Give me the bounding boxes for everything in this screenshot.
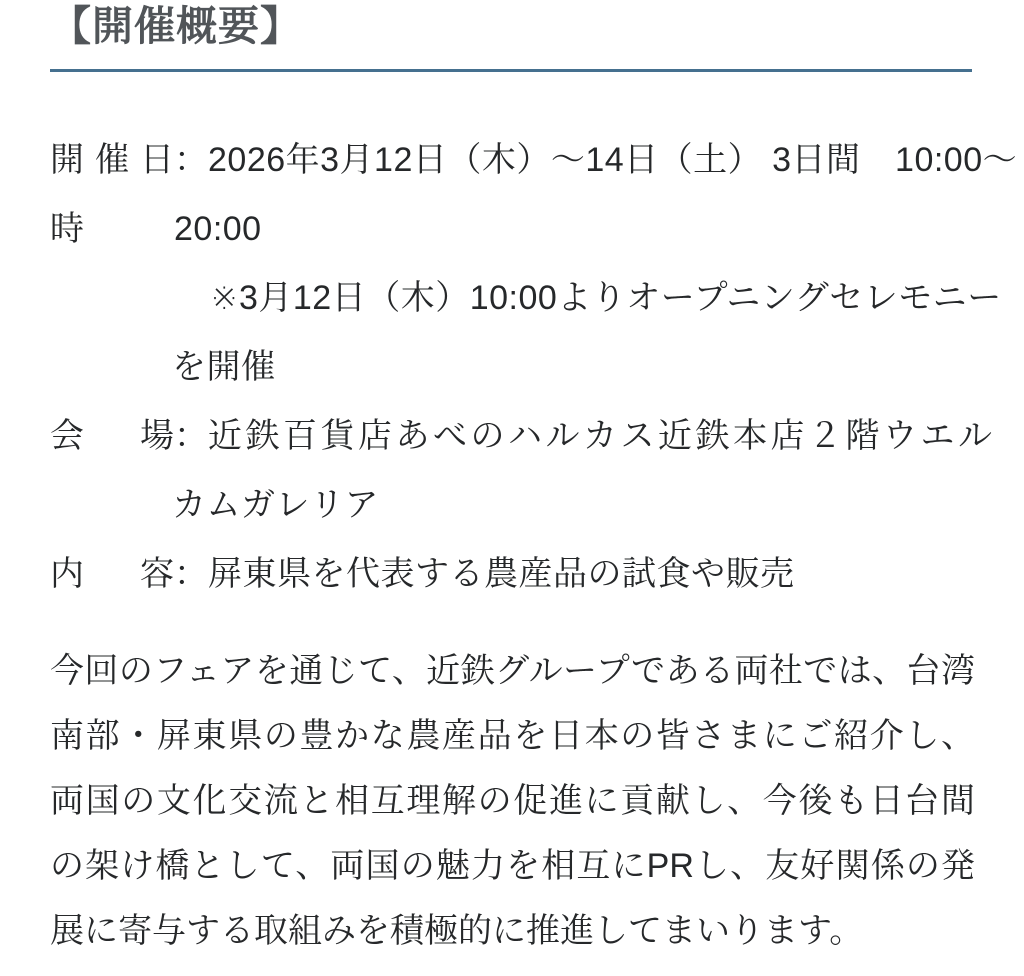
- section-title: 【開催概要】: [50, 3, 302, 49]
- datetime-row-line1: [50, 126, 1018, 195]
- paragraph-line: 展に寄与する取組みを積極的に推進してまいります。: [50, 912, 864, 950]
- ceremony-note-text: ※3月12日（木）10:00よりオープニングセレモニー: [210, 279, 1002, 317]
- ceremony-note-line1: [50, 264, 1002, 333]
- datetime-value: 2026年3月12日（木）～14日（土） 3日間 10:00～: [208, 141, 1018, 179]
- contents-value: 屏東県を代表する農産品の試食や販売: [208, 555, 795, 593]
- datetime-label-part2: 時: [50, 210, 84, 248]
- datetime-colon: ：: [174, 141, 208, 179]
- title-underline: [50, 69, 972, 72]
- closing-paragraph: [50, 639, 975, 964]
- contents-row: [50, 540, 975, 609]
- datetime-row-line2: [50, 195, 975, 264]
- venue-label: 会場: [50, 417, 174, 455]
- paragraph-line: 南部・屏東県の豊かな農産品を日本の皆さまにご紹介し、: [50, 717, 975, 755]
- ceremony-note-text-continued: を開催: [172, 348, 276, 386]
- venue-row-line1: [50, 402, 996, 471]
- paragraph-line: の架け橋として、両国の魅力を相互にPRし、友好関係の発: [50, 847, 975, 885]
- contents-label: 内容: [50, 555, 174, 593]
- paragraph-line: 両国の文化交流と相互理解の促進に貢献し、今後も日台間: [50, 782, 975, 820]
- paragraph-line: 今回のフェアを通じて、近鉄グループである両社では、台湾: [50, 652, 975, 690]
- event-overview-list: [50, 126, 1018, 609]
- datetime-label-part1: 開催日: [50, 141, 174, 179]
- venue-colon: ：: [174, 417, 208, 455]
- ceremony-note-line2: [50, 333, 975, 402]
- venue-row-line2: [50, 471, 975, 540]
- datetime-value-continued: 20:00: [174, 210, 262, 248]
- venue-value-continued: カムガレリア: [172, 486, 379, 524]
- contents-colon: ：: [174, 555, 208, 593]
- venue-value: 近鉄百貨店あべのハルカス近鉄本店２階ウエル: [208, 417, 996, 455]
